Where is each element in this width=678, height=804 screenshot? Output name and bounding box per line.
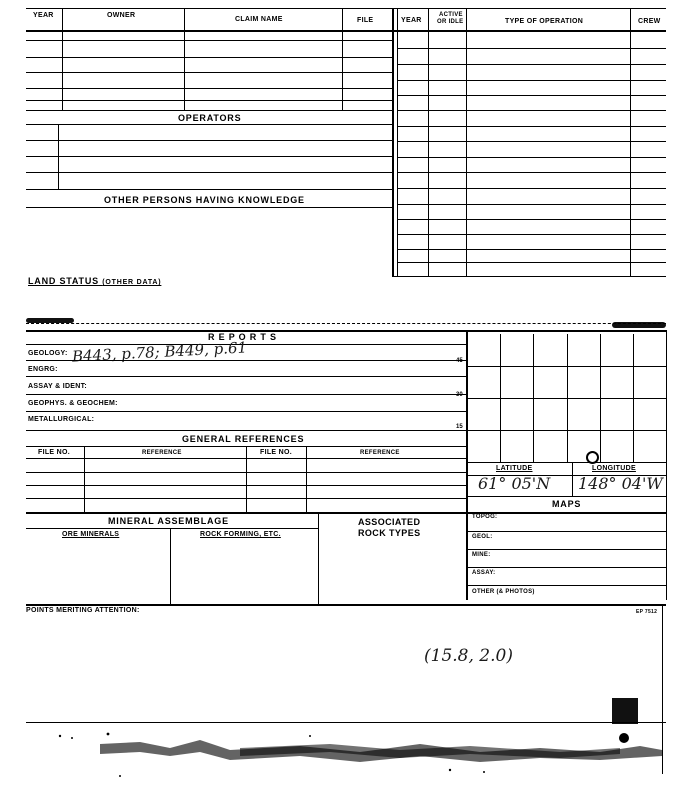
col-type-of-operation-header: TYPE OF OPERATION <box>505 18 584 25</box>
operators-heading: OPERATORS <box>178 113 242 123</box>
longitude-handwritten-value: 148° 04'W <box>578 474 663 493</box>
ref-file-no-header-2: FILE NO. <box>260 449 292 456</box>
maps-heading: MAPS <box>552 499 582 509</box>
report-scale-15: 15 <box>456 424 463 430</box>
ref-file-no-header-1: FILE NO. <box>38 449 70 456</box>
col-file-header: FILE <box>357 17 374 24</box>
black-square-mark <box>612 698 638 724</box>
engrg-label: ENGRG: <box>28 366 58 373</box>
metallurgical-label: METALLURGICAL: <box>28 416 95 423</box>
maps-geol-label: GEOL: <box>472 534 493 540</box>
maps-other-photos-label: OTHER (& PHOTOS) <box>472 589 535 595</box>
ore-minerals-header: ORE MINERALS <box>62 531 120 538</box>
col-year2-header: YEAR <box>401 17 422 24</box>
points-meriting-heading: POINTS MERITING ATTENTION: <box>26 607 140 614</box>
other-persons-heading: OTHER PERSONS HAVING KNOWLEDGE <box>104 195 305 205</box>
assay-ident-label: ASSAY & IDENT: <box>28 383 88 390</box>
report-scale-30: 30 <box>456 392 463 398</box>
latitude-handwritten-value: 61° 05'N <box>478 474 551 493</box>
land-status-heading <box>28 276 161 286</box>
maps-assay-label: ASSAY: <box>472 570 496 576</box>
associated-heading-2: ROCK TYPES <box>358 528 421 538</box>
latitude-label: LATITUDE <box>496 465 533 472</box>
geology-handwritten-value: B443, p.78; B449, p.61 <box>71 338 248 366</box>
circle-mark-icon <box>586 451 599 464</box>
col-idle-header: OR IDLE <box>437 19 464 25</box>
col-owner-header: OWNER <box>107 12 136 19</box>
maps-topog-label: TOPOG: <box>472 514 498 520</box>
geology-label: GEOLOGY: <box>28 350 68 357</box>
ref-reference-header-2: REFERENCE <box>360 450 400 456</box>
general-references-heading: GENERAL REFERENCES <box>182 434 305 444</box>
associated-heading-1: ASSOCIATED <box>358 517 421 527</box>
rock-forming-header: ROCK FORMING, ETC. <box>200 531 281 538</box>
report-scale-45: 45 <box>456 358 463 364</box>
form-code: EP 7512 <box>636 609 658 615</box>
land-status-sub: (OTHER DATA) <box>102 279 162 286</box>
geophys-geochem-label: GEOPHYS. & GEOCHEM: <box>28 400 118 407</box>
scan-noise-band <box>0 722 678 782</box>
mineral-assemblage-heading: MINERAL ASSEMBLAGE <box>108 516 229 526</box>
col-crew-header: CREW <box>638 18 661 25</box>
land-status-label: LAND STATUS <box>28 276 99 286</box>
col-year-header: YEAR <box>33 12 54 19</box>
longitude-label: LONGITUDE <box>592 465 636 472</box>
reports-heading: R E P O R T S <box>208 332 277 342</box>
handwritten-coordinate-note: (15.8, 2.0) <box>424 646 513 666</box>
col-claim-name-header: CLAIM NAME <box>235 16 283 23</box>
maps-mine-label: MINE: <box>472 552 491 558</box>
ref-reference-header-1: REFERENCE <box>142 450 182 456</box>
col-active-header: ACTIVE <box>439 12 463 18</box>
